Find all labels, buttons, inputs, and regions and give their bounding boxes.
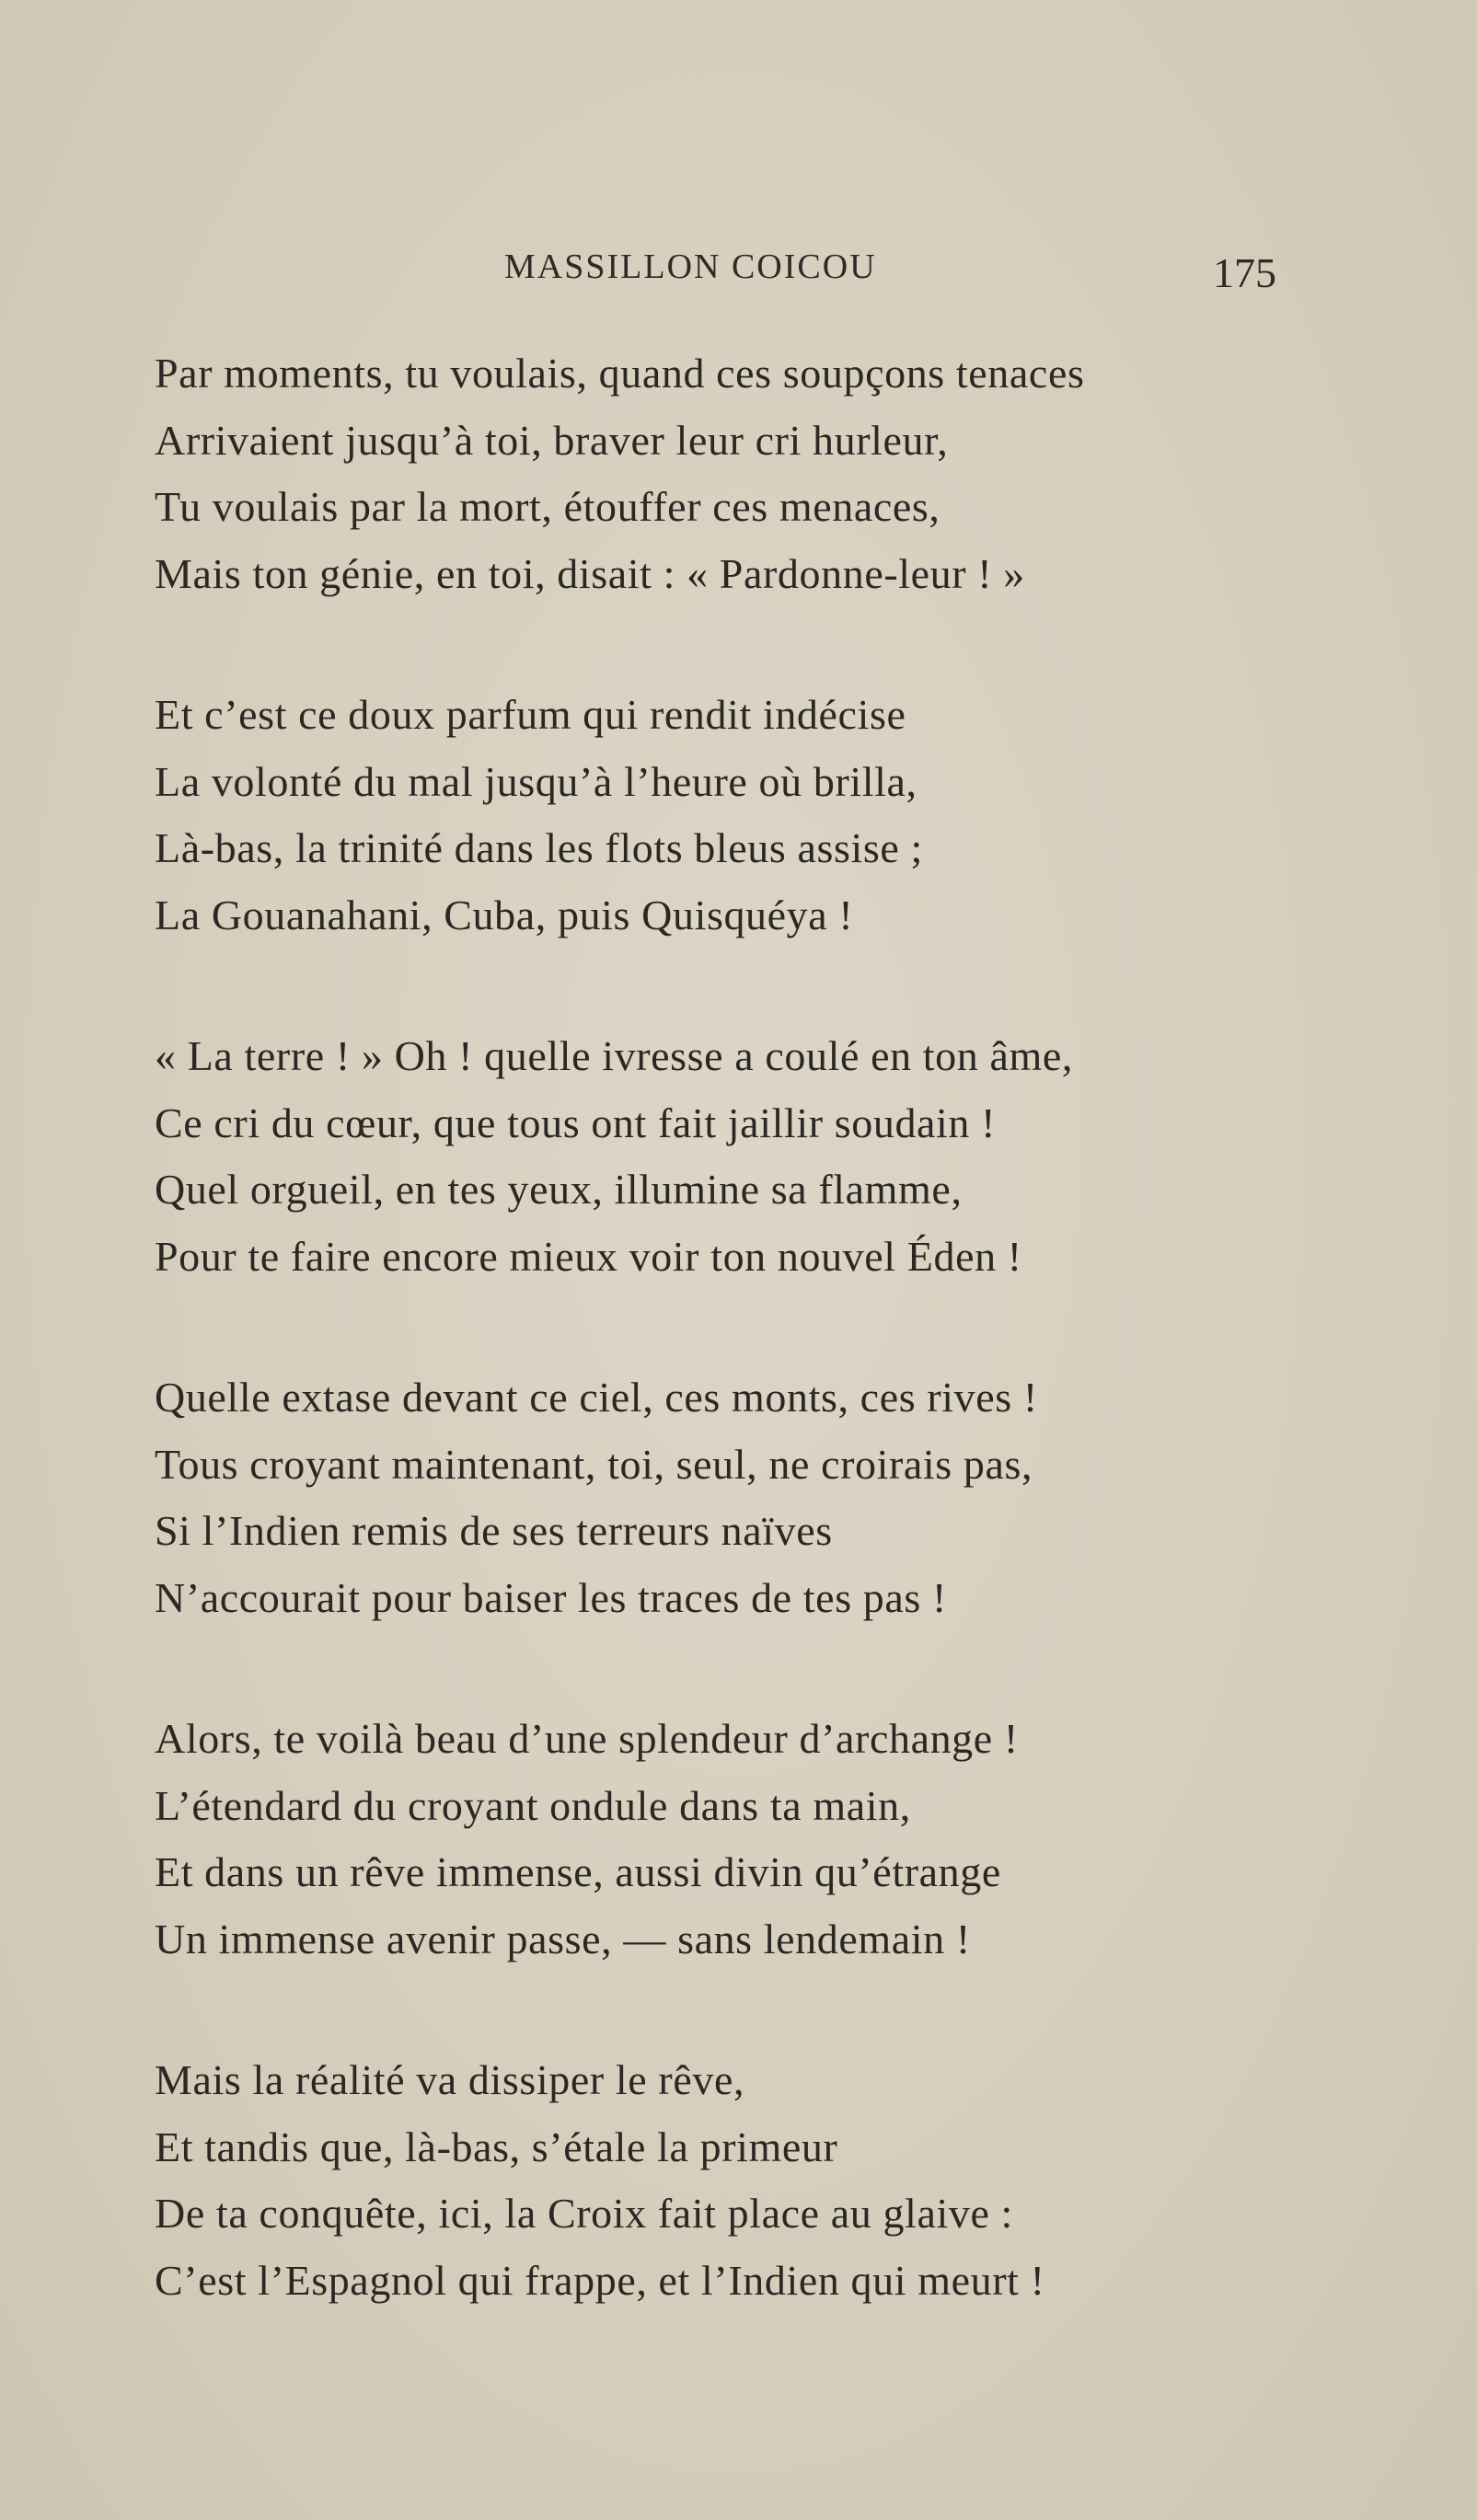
verse-line: Ce cri du cœur, que tous ont fait jaillir soudain ! [155,1099,997,1146]
verse-line: Mais ton génie, en toi, disait : « Pardonne-leur ! » [155,549,1025,597]
stanza [155,2047,1351,2314]
verse-line: Et c’est ce doux parfum qui rendit indécise [155,691,906,738]
verse-line: Tu voulais par la mort, étouffer ces menaces, [155,483,940,530]
page-number: 175 [1213,249,1276,296]
running-head: MASSILLON COICOU [504,247,877,286]
verse-line: N’accourait pour baiser les traces de tes pas ! [155,1573,947,1621]
stanza [155,1706,1351,1973]
verse-line: Alors, te voilà beau d’une splendeur d’archange ! [155,1715,1019,1762]
page-header [0,247,1477,302]
verse-line: Et tandis que, là-bas, s’étale la primeur [155,2123,838,2170]
verse-line: Si l’Indien remis de ses terreurs naïves [155,1507,833,1554]
verse-line: L’étendard du croyant ondule dans ta main, [155,1781,911,1829]
verse-line: Mais la réalité va dissiper le rêve, [155,2056,745,2103]
poem-body [155,340,1351,2388]
verse-line: La volonté du mal jusqu’à l’heure où brilla, [155,757,917,805]
verse-line: Tous croyant maintenant, toi, seul, ne croirais pas, [155,1440,1033,1488]
verse-line: De ta conquête, ici, la Croix fait place au glaive : [155,2190,1013,2237]
verse-line: Et dans un rêve immense, aussi divin qu’étrange [155,1848,1001,1895]
verse-line: Un immense avenir passe, — sans lendemain ! [155,1915,971,1962]
verse-line: Quel orgueil, en tes yeux, illumine sa flamme, [155,1166,963,1213]
verse-line: C’est l’Espagnol qui frappe, et l’Indien qui meurt ! [155,2256,1045,2304]
stanza [155,1023,1351,1290]
verse-line: Arrivaient jusqu’à toi, braver leur cri hurleur, [155,416,949,464]
stanza [155,682,1351,949]
verse-line: Là-bas, la trinité dans les flots bleus assise ; [155,824,923,871]
verse-line: Par moments, tu voulais, quand ces soupçons tenaces [155,350,1085,397]
verse-line: Quelle extase devant ce ciel, ces monts, ces rives ! [155,1374,1038,1421]
verse-line: « La terre ! » Oh ! quelle ivresse a coulé en ton âme, [155,1032,1073,1079]
verse-line: La Gouanahani, Cuba, puis Quisquéya ! [155,891,854,938]
stanza [155,340,1351,607]
stanza [155,1364,1351,1631]
verse-line: Pour te faire encore mieux voir ton nouvel Éden ! [155,1232,1022,1280]
